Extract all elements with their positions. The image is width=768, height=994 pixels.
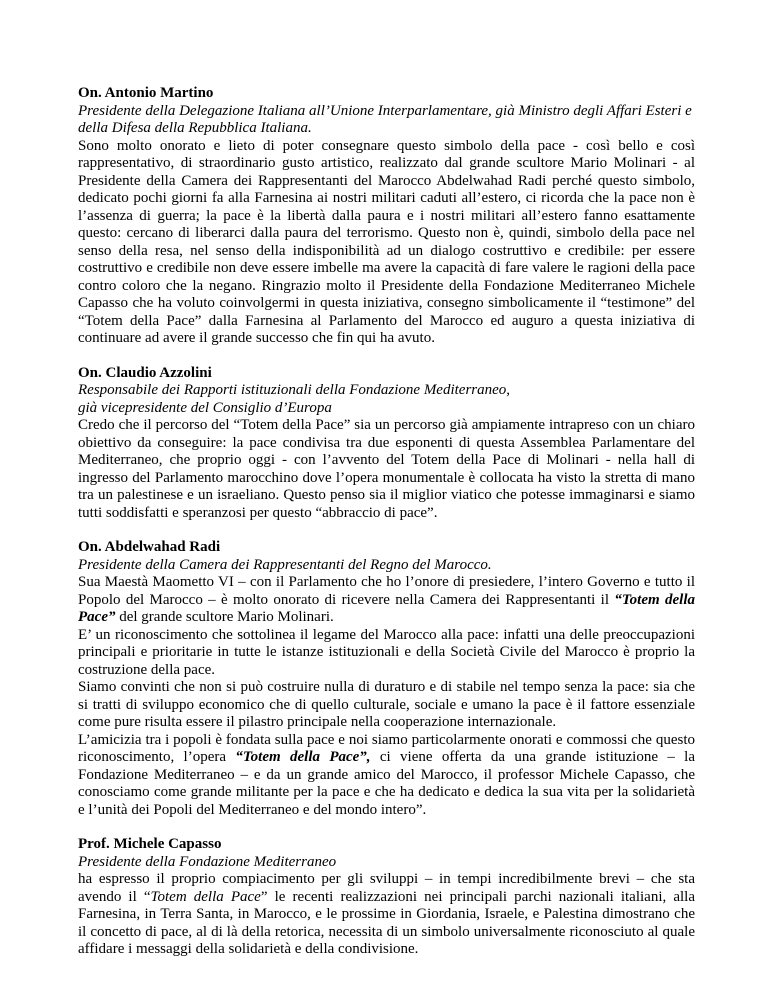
text-run: L’amicizia tra i popoli è fondata sulla pace e noi siamo particolarmente onorati e commossi che questo riconoscimento, l’opera — [78, 731, 695, 765]
text-run: ha espresso il proprio compiacimento per gli sviluppi – in tempi incredibilmente brevi – che sta avendo il “ — [78, 871, 695, 905]
text-run: Sua Maestà Maometto VI – con il Parlamento che ho l’onore di presiedere, l’intero Governo e tutto il Popolo del Marocco – è molto onorato di ricevere nella Camera dei Rappresentanti il — [78, 574, 695, 608]
section-martino — [78, 85, 695, 348]
speaker-name: On. Antonio Martino — [78, 85, 214, 101]
speech-text: Credo che il percorso del “Totem della Pace” sia un percorso già ampiamente intrapreso con un chiaro obiettivo da conseguire: la pace condivisa tra due esponenti di questa Assemblea Parlamentare del Mediterraneo, che proprio oggi - con l’avvento del Totem della Pace di Molinari - nella hall di ingresso del Parlamento marocchino dove l’opera monumentale è collocata ha visto la stretta di mano tra un palestinese e un israeliano. Questo penso sia il miglior viatico che potesse immaginarsi e siamo tutti soddisfatti e speranzosi per questo “abbraccio di pace”. — [78, 417, 695, 521]
document-page — [78, 85, 695, 976]
speaker-role-line-2: già vicepresidente del Consiglio d’Europa — [78, 399, 332, 416]
paragraph — [78, 574, 695, 627]
speaker-name: On. Claudio Azzolini — [78, 364, 212, 381]
speaker-role-line-1: Responsabile dei Rapporti istituzionali della Fondazione Mediterraneo, — [78, 382, 511, 398]
speaker-role: Presidente della Camera dei Rappresentanti del Regno del Marocco. — [78, 556, 492, 573]
speaker-role: Presidente della Delegazione Italiana all’Unione Interparlamentare, già Ministro degli Affari Esteri e della Difesa della Repubblica Italiana. — [78, 102, 692, 136]
section-azzolini — [78, 365, 695, 523]
speech-text: Sono molto onorato e lieto di poter consegnare questo simbolo della pace - così bello e così rappresentativo, di straordinario gusto artistico, realizzato dal grande scultore Mario Molinari - al Presidente della Camera dei Rappresentanti del Marocco Abdelwahad Radi perché questo simbolo, dedicato pochi giorni fa alla Farnesina ai nostri militari caduti all’estero, ci ricorda che la pace non è l’assenza di guerra; la pace è la libertà dalla paura e i nostri militari all’estero fanno esattamente questo: cercano di liberarci dalla paura del terrorismo. Questo non è, quindi, simbolo della pace nel senso della resa, nel senso della indisponibilità ad un dialogo costruttivo e credibile: per essere costruttivo e credibile non deve essere imbelle ma avere la capacità di fare valere le ragioni della pace contro coloro che la negano. Ringrazio molto il Presidente della Fondazione Mediterraneo Michele Capasso che ha voluto coinvolgermi in questa iniziativa, consegno simbolicamente il “testimone” del “Totem della Pace” dalla Farnesina al Parlamento del Marocco ed auguro a questa iniziativa di continuare ad avere il grande successo che fin qui ha avuto. — [78, 137, 695, 346]
emphasis-totem: “Totem della Pace”, — [235, 749, 371, 765]
paragraph: Siamo convinti che non si può costruire nulla di duraturo e di stabile nel tempo senza la pace: sia che si tratti di sviluppo economico che di quello culturale, sociale e umano la pace è il fattore essenziale come pure risulta essere il pilastro principale nella cooperazione internazionale. — [78, 679, 695, 730]
speaker-name: On. Abdelwahad Radi — [78, 539, 221, 555]
text-run: del grande scultore Mario Molinari. — [115, 609, 334, 625]
section-radi — [78, 539, 695, 819]
speaker-name: Prof. Michele Capasso — [78, 836, 222, 852]
text-run: ” le recenti realizzazioni nei principali parchi nazionali italiani, alla Farnesina, in Terra Santa, in Marocco, e le prossime in Giordania, Israele, e Palestina dimostrano che il concetto di pace, al di là della retorica, necessita di un simbolo universalmente riconosciuto al quale affidare i messaggi della solidarietà e della condivisione. — [78, 888, 696, 957]
speaker-role: Presidente della Fondazione Mediterraneo — [78, 853, 337, 870]
section-capasso — [78, 836, 695, 959]
paragraph: E’ un riconoscimento che sottolinea il legame del Marocco alla pace: infatti una delle preoccupazioni principali e prioritarie in tutte le istanze istituzionali e della Società Civile del Marocco è proprio la costruzione della pace. — [78, 626, 695, 678]
emphasis-totem: “Totem della Pace” — [78, 591, 695, 625]
text-run: ci viene offerta da una grande istituzione – la Fondazione Mediterraneo – e da un grande amico del Marocco, il professor Michele Capasso, che conosciamo come grande militante per la pace e che ha dedicato e dedica la sua vita per la solidarietà e l’unità dei Popoli del Mediterraneo e del mondo intero”. — [78, 749, 696, 818]
speech-text — [78, 871, 695, 959]
paragraph — [78, 732, 695, 820]
speech-text — [78, 574, 695, 819]
emphasis-totem: Totem della Pace — [150, 888, 261, 905]
